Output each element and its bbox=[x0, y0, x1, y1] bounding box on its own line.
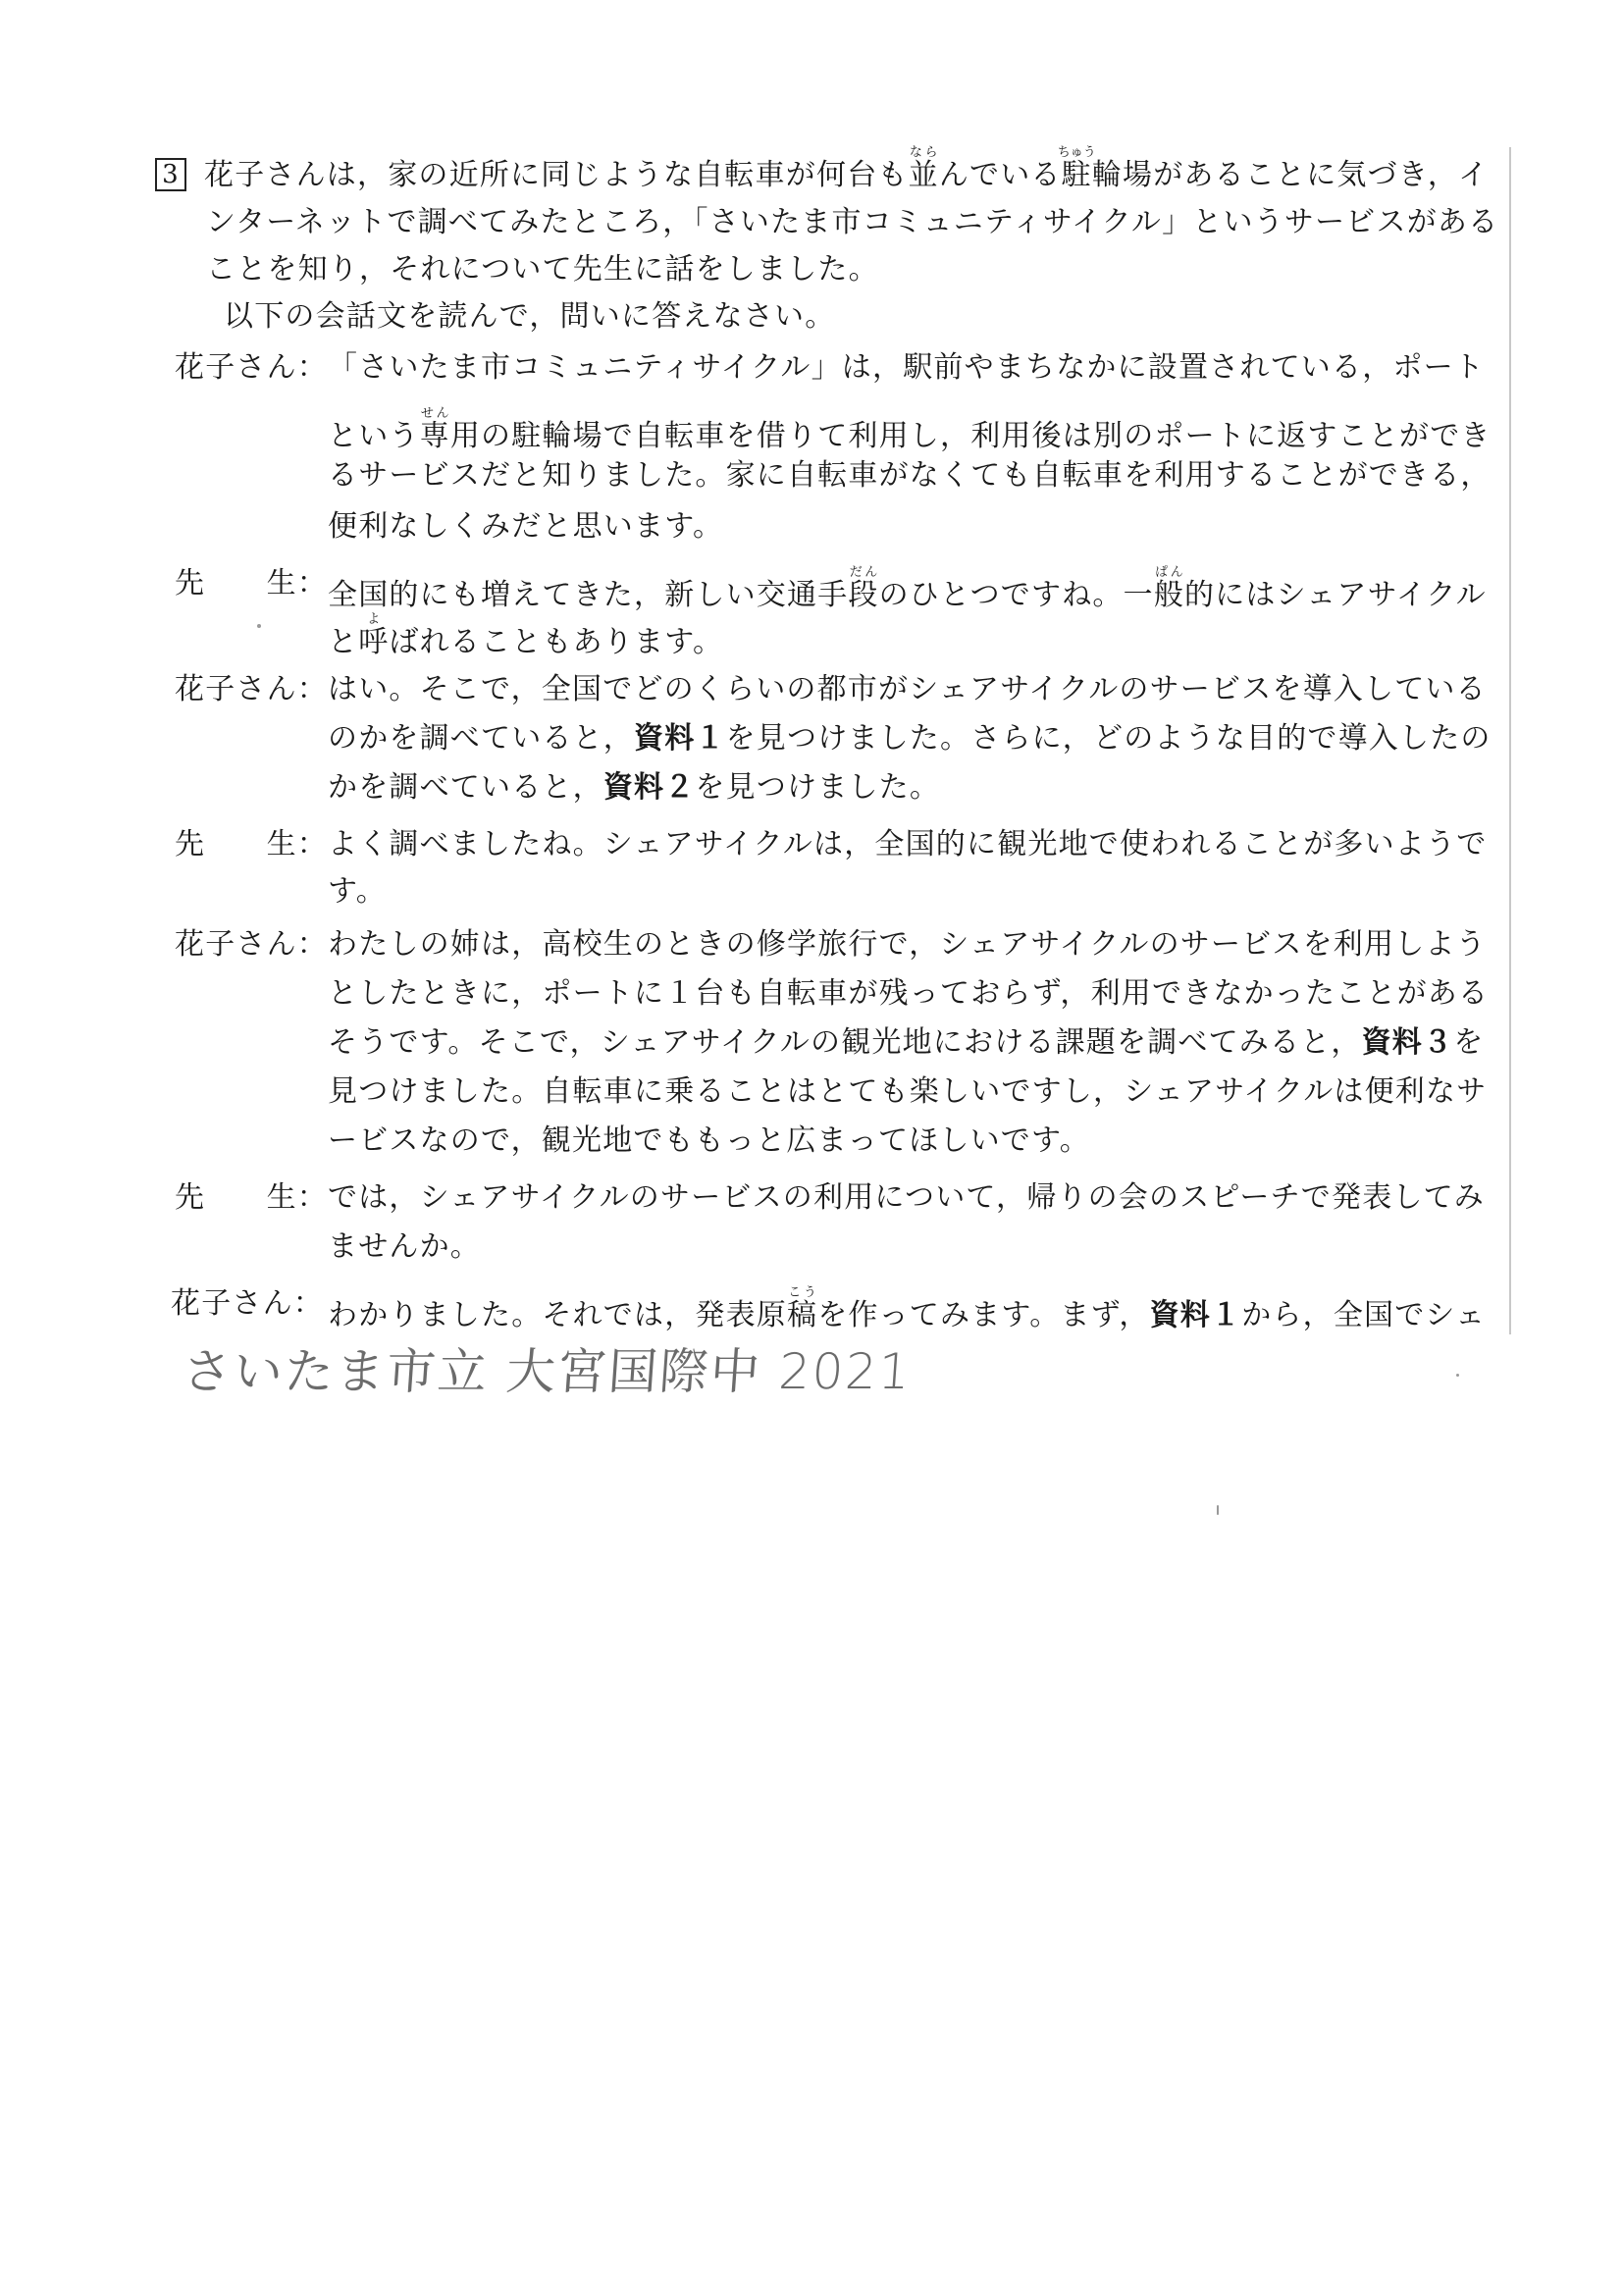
dialogue-line: という専せん用の駐輪場で自転車を借りて利用し，利用後は別のポートに返すことができ bbox=[328, 406, 1492, 453]
intro-line-3: ことを知り，それについて先生に話をしました。 bbox=[206, 252, 879, 287]
intro-line-1: 3 花子さんは，家の近所に同じような自転車が何台も並ならんでいる駐ちゅう輪場があることに気づき，イ bbox=[155, 145, 1489, 194]
intro-line-2: ンターネットで調べてみたところ，「さいたま市コミュニティサイクル」というサービスがある bbox=[206, 205, 1499, 239]
speaker-label: 花子さん： bbox=[171, 1286, 324, 1321]
dialogue-line: としたときに，ポートに１台も自転車が残っておらず，利用できなかったことがある bbox=[328, 976, 1490, 1011]
scan-speck bbox=[1217, 1505, 1219, 1515]
dialogue-line: るサービスだと知りました。家に自転車がなくても自転車を利用することができる， bbox=[328, 458, 1492, 493]
reference-2: 資料２ bbox=[602, 770, 696, 805]
intro-line-4: 以下の会話文を読んで，問いに答えなさい。 bbox=[224, 299, 836, 334]
reference-1-again: 資料１ bbox=[1149, 1298, 1242, 1332]
dialogue-line: ませんか。 bbox=[328, 1229, 481, 1264]
speaker-label: 先 生： bbox=[175, 827, 328, 861]
handwritten-school-note: さいたま市立 大宮国際中 2021 bbox=[180, 1343, 915, 1400]
dialogue-line: 「さいたま市コミュニティサイクル」は，駅前やまちなかに設置されている，ポート bbox=[328, 350, 1485, 385]
reference-3: 資料３ bbox=[1361, 1025, 1454, 1060]
dialogue-line: のかを調べていると，資料１を見つけました。さらに，どのような目的で導入したの bbox=[328, 721, 1492, 756]
dialogue-line: よく調べましたね。シェアサイクルは，全国的に観光地で使われることが多いようで bbox=[328, 827, 1488, 861]
speaker-label: 花子さん： bbox=[175, 927, 328, 962]
dialogue-line: 見つけました。自転車に乗ることはとても楽しいですし，シェアサイクルは便利なサ bbox=[328, 1074, 1488, 1109]
dialogue-line: そうです。そこで，シェアサイクルの観光地における課題を調べてみると，資料３を bbox=[328, 1025, 1485, 1060]
dialogue-line: かを調べていると，資料２を見つけました。 bbox=[328, 770, 941, 805]
dialogue-line: わたしの姉は，高校生のときの修学旅行で，シェアサイクルのサービスを利用しよう bbox=[328, 927, 1487, 962]
speaker-label: 先 生： bbox=[175, 1180, 328, 1215]
dialogue-line: と呼よばれることもあります。 bbox=[328, 612, 724, 659]
scan-edge-line bbox=[1509, 147, 1511, 1334]
scan-speck bbox=[1456, 1374, 1459, 1377]
dialogue-line: 便利なしくみだと思います。 bbox=[328, 509, 724, 544]
dialogue-line: では，シェアサイクルのサービスの利用について，帰りの会のスピーチで発表してみ bbox=[328, 1180, 1485, 1215]
dialogue-line: はい。そこで，全国でどのくらいの都市がシェアサイクルのサービスを導入している bbox=[328, 672, 1487, 706]
speaker-label: 先 生： bbox=[175, 566, 328, 600]
dialogue-line: す。 bbox=[328, 874, 387, 909]
scan-speck bbox=[257, 624, 261, 628]
question-number-box: 3 bbox=[155, 158, 186, 191]
dialogue-line: ービスなので，観光地でももっと広まってほしいです。 bbox=[328, 1123, 1090, 1158]
dialogue-line: 全国的にも増えてきた，新しい交通手段だんのひとつですね。一般ぱん的にはシェアサイクル bbox=[328, 565, 1487, 612]
speaker-label: 花子さん： bbox=[175, 350, 328, 385]
reference-1: 資料１ bbox=[634, 721, 726, 756]
dialogue-line: わかりました。それでは，発表原稿こうを作ってみます。まず，資料１から，全国でシェ bbox=[328, 1285, 1487, 1332]
speaker-label: 花子さん： bbox=[175, 672, 328, 706]
